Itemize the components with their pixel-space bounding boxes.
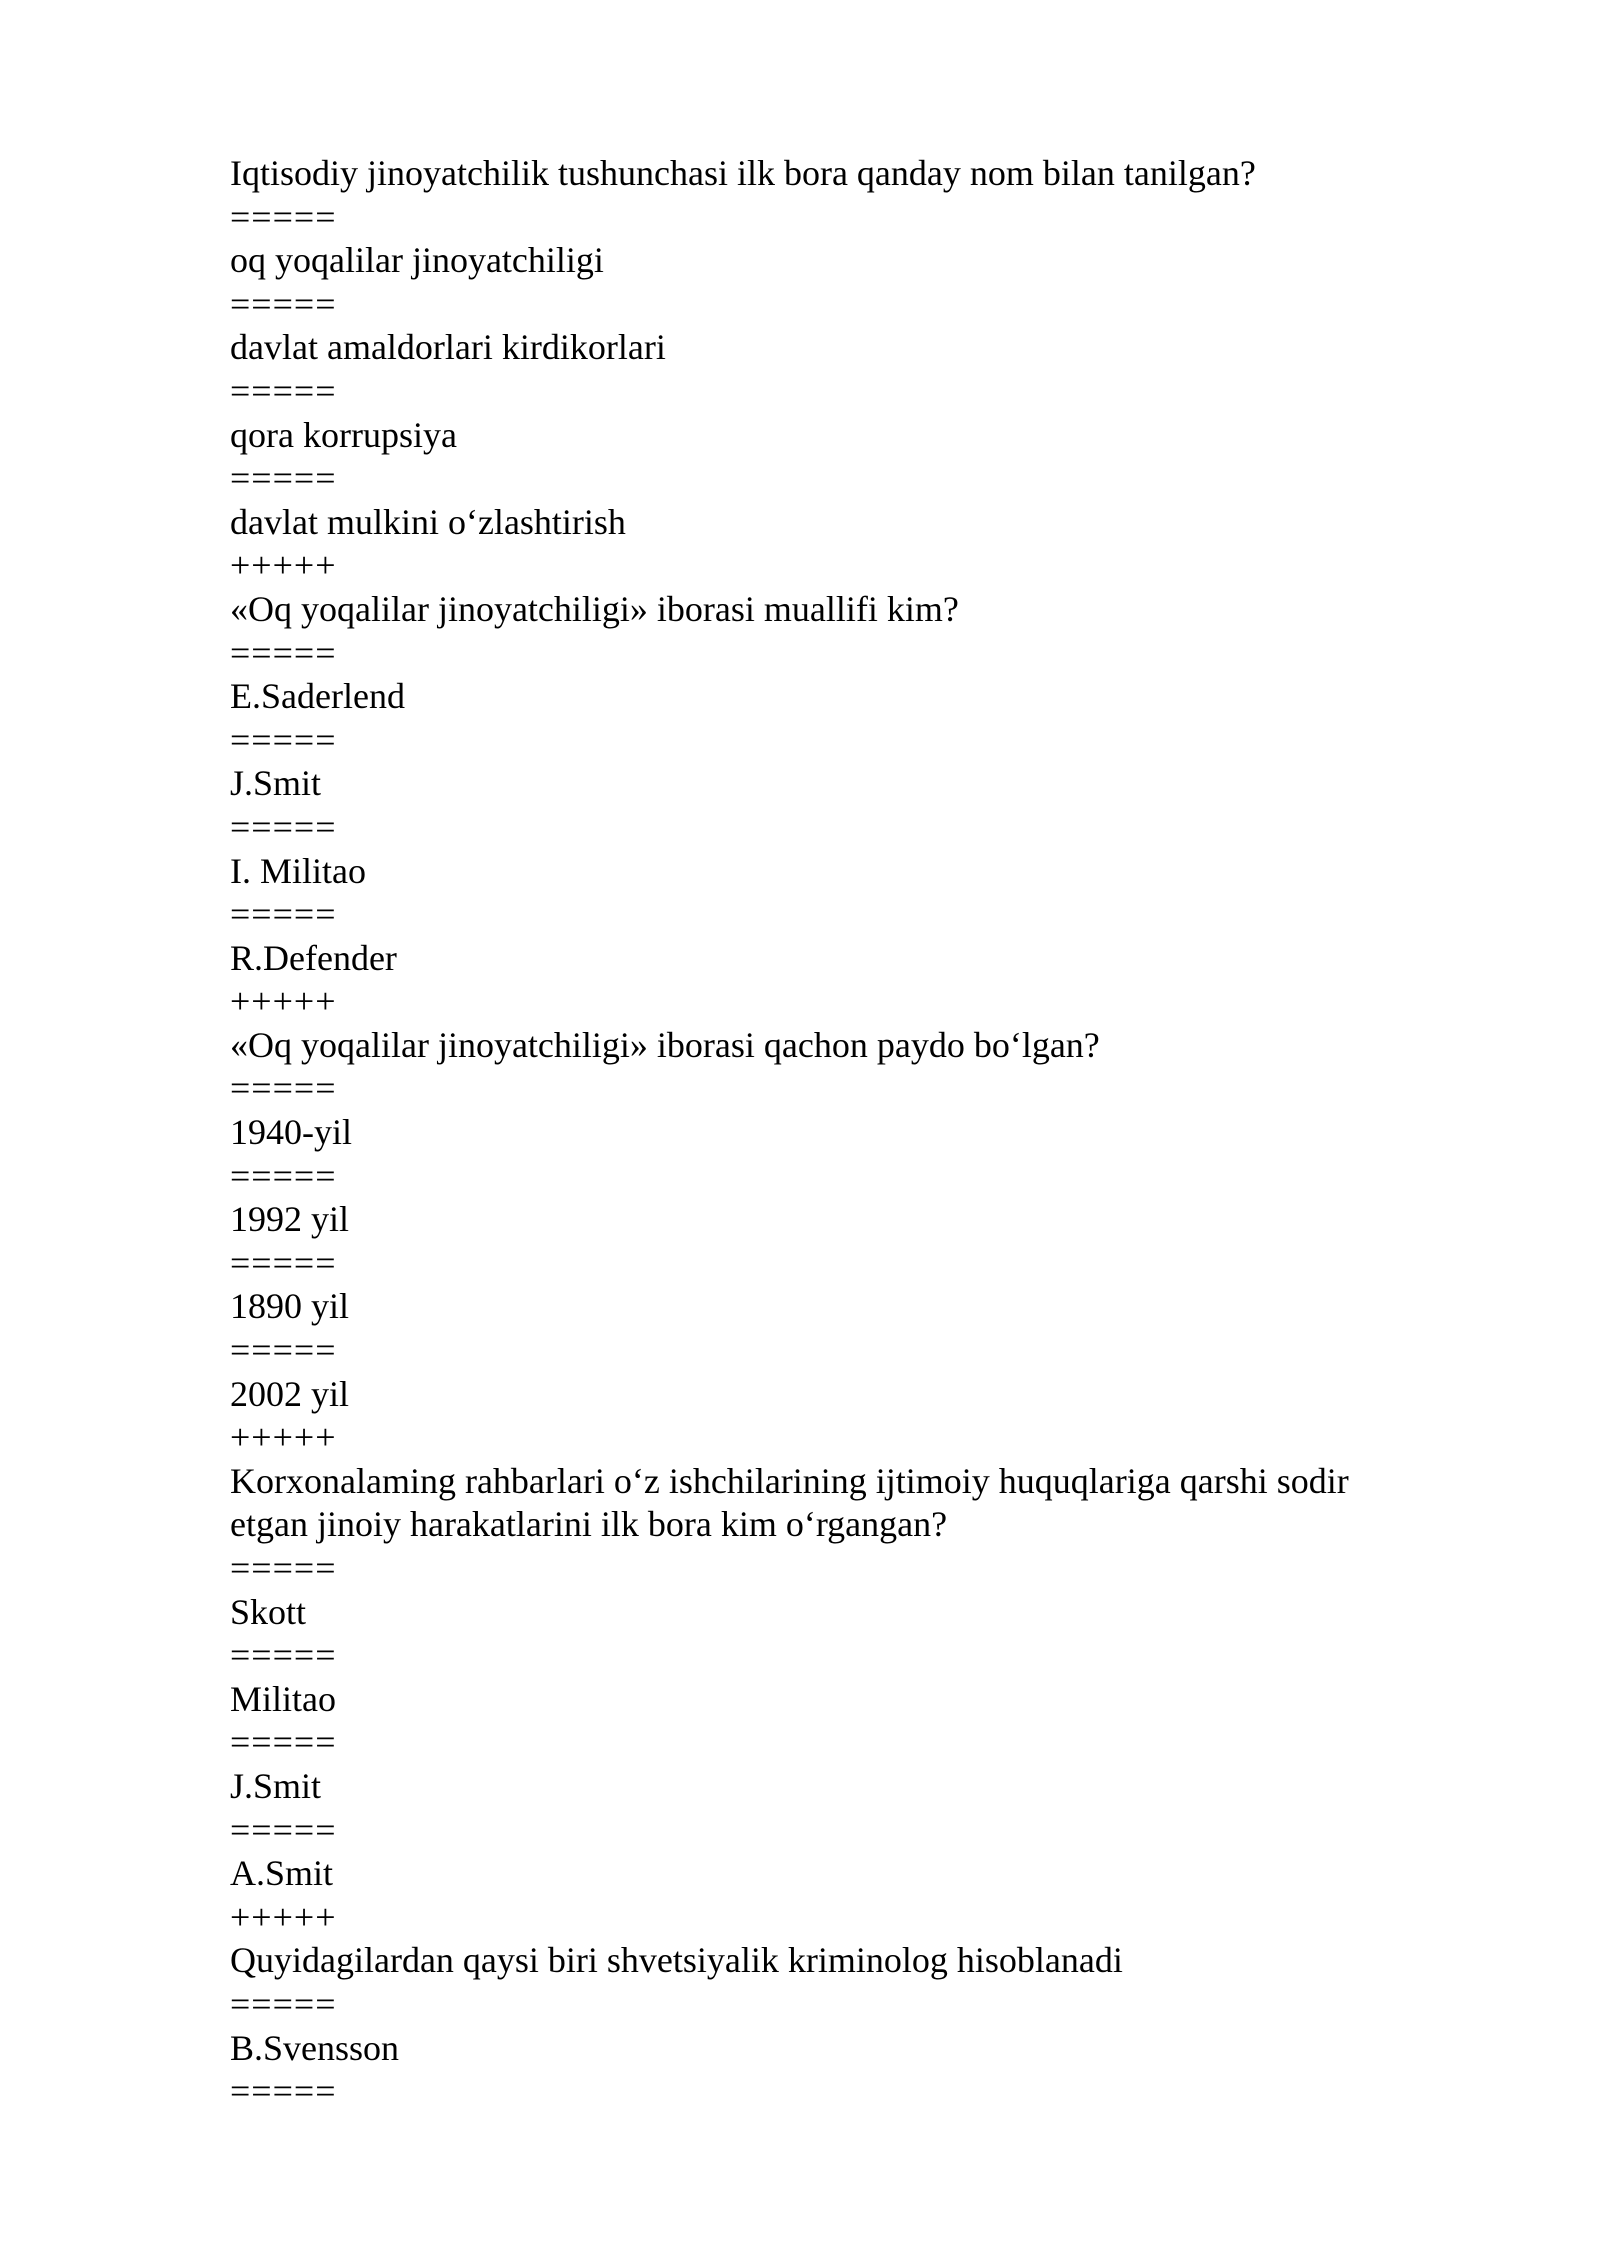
answer-option: 1992 yil [230,1199,350,1240]
question-text: Iqtisodiy jinoyatchilik tushunchasi ilk bora qanday nom bilan tanilgan? [230,153,1256,193]
option-separator: ===== [230,196,337,237]
answer-option: oq yoqalilar jinoyatchiligi [230,240,604,281]
option-separator: ===== [230,1242,337,1283]
option-separator: ===== [230,1983,337,2024]
answer-option: J.Smit [230,763,322,804]
question-text: Quyidagilardan qaysi biri shvetsiyalik kriminolog hisoblanadi [230,1940,1123,1981]
question-text: «Oq yoqalilar jinoyatchiligi» iborasi muallifi kim? [230,588,959,629]
question-text: «Oq yoqalilar jinoyatchiligi» iborasi qachon paydo bo‘lgan? [230,1024,1100,1065]
answer-option: 2002 yil [230,1373,350,1414]
option-separator: ===== [230,719,337,760]
answer-option: qora korrupsiya [230,414,457,455]
answer-option: 1940-yil [230,1112,352,1153]
option-separator: ===== [230,458,337,499]
question-text: Korxonalaming rahbarlari o‘z ishchilarining ijtimoiy huquqlariga qarshi sodir etgan jinoiy harakatlarini ilk bora kim o‘rgangan? [230,1460,1349,1545]
option-separator: ===== [230,2071,337,2112]
answer-option: Skott [230,1591,307,1632]
answer-option: J.Smit [230,1765,322,1806]
option-separator: ===== [230,370,337,411]
option-separator: ===== [230,1548,337,1588]
option-separator: ===== [230,632,337,673]
answer-option: Militao [230,1678,336,1719]
answer-option: B.Svensson [230,2027,400,2068]
question-separator: +++++ [230,981,337,1022]
answer-option: davlat mulkini o‘zlashtirish [230,501,626,542]
option-separator: ===== [230,1722,337,1763]
option-separator: ===== [230,1068,337,1109]
option-separator: ===== [230,1635,337,1676]
question-separator: +++++ [230,1417,337,1458]
answer-option: R.Defender [230,937,397,978]
question-separator: +++++ [230,1896,337,1937]
option-separator: ===== [230,894,337,935]
answer-option: davlat amaldorlari kirdikorlari [230,327,666,368]
answer-option: I. Militao [230,850,366,891]
question-separator: +++++ [230,545,337,586]
option-separator: ===== [230,806,337,847]
document-page [230,152,1430,2114]
option-separator: ===== [230,1155,337,1196]
option-separator: ===== [230,283,337,324]
answer-option: 1890 yil [230,1286,350,1327]
answer-option: E.Saderlend [230,676,405,717]
answer-option: A.Smit [230,1853,334,1894]
option-separator: ===== [230,1809,337,1850]
option-separator: ===== [230,1330,337,1371]
